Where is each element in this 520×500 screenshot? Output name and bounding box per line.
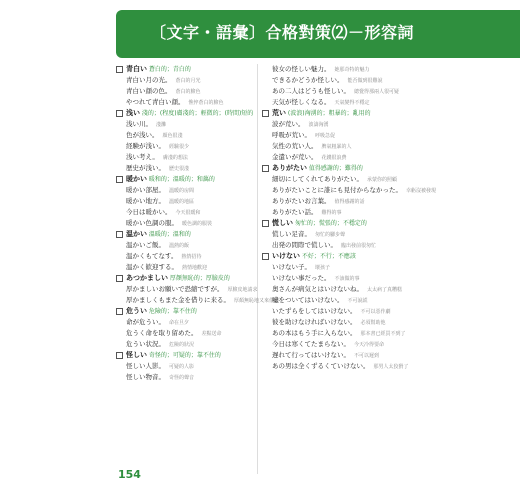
example-translation: 呼吸急促 — [315, 133, 336, 139]
study-checkbox[interactable] — [116, 66, 123, 73]
headword: 怪しい — [126, 351, 147, 359]
example-line — [262, 350, 442, 361]
example-sentence: あの二人はどうも怪しい。 — [272, 87, 350, 95]
example-line — [262, 339, 442, 350]
example-translation: 承蒙你的照顧 — [367, 177, 398, 183]
example-translation: 能否做到很難說 — [347, 78, 383, 84]
entry-headword — [262, 251, 442, 262]
example-translation: 波濤洶湧 — [308, 122, 329, 128]
headword-meaning: 危險的；靠不住的 — [148, 308, 197, 315]
example-translation: 不可以惡作劇 — [360, 309, 391, 315]
example-translation: 必須幫助他 — [360, 320, 386, 326]
example-translation: 歷史很淺 — [169, 166, 190, 172]
headword-meaning: 厚顏無恥的；厚臉皮的 — [169, 275, 230, 282]
entry-headword — [262, 218, 442, 229]
example-sentence: 細切にしてくれてありがたい。 — [272, 175, 363, 183]
example-line — [262, 64, 442, 75]
example-translation: 經驗很少 — [169, 144, 190, 150]
example-translation: 脾氣粗暴的人 — [321, 144, 352, 150]
study-checkbox[interactable] — [262, 220, 269, 227]
example-sentence: ありがたい話。 — [272, 208, 318, 216]
example-sentence: ありがたいお言葉。 — [272, 197, 331, 205]
study-checkbox[interactable] — [116, 231, 123, 238]
example-sentence: 呼吸が荒い。 — [272, 131, 311, 139]
headword: ありがたい — [272, 164, 307, 172]
example-sentence: 怪しい物音。 — [126, 373, 165, 381]
headword: 危うい — [126, 307, 147, 315]
example-translation: 臨出發前很匆忙 — [341, 243, 377, 249]
example-sentence: やつれて青白い顔。 — [126, 98, 185, 106]
example-sentence: 出発の間際で慌しい。 — [272, 241, 337, 249]
example-line — [262, 174, 442, 185]
example-line — [262, 185, 442, 196]
example-sentence: 青白い月の光。 — [126, 76, 172, 84]
example-line — [262, 361, 442, 372]
example-sentence: 浅い考え。 — [126, 153, 159, 161]
example-translation: 天氣變得不穩定 — [334, 100, 370, 106]
example-sentence: いたずらをしてはいけない。 — [272, 307, 357, 315]
example-line — [262, 207, 442, 218]
example-line — [262, 262, 442, 273]
example-sentence: いけない事だった。 — [272, 274, 331, 282]
example-line — [262, 317, 442, 328]
headword: 青白い — [126, 65, 147, 73]
example-sentence: 温かくもてなす。 — [126, 252, 178, 260]
study-checkbox[interactable] — [116, 352, 123, 359]
example-sentence: 命が危うい。 — [126, 318, 165, 326]
example-sentence: あの男は全くずるくていけない。 — [272, 362, 370, 370]
example-translation: 不可以遲到 — [354, 353, 380, 359]
example-translation: 淺灘 — [156, 122, 167, 128]
entry-headword — [262, 163, 442, 174]
headword-meaning: (波浪)洶湧的；粗暴的；亂用的 — [287, 110, 371, 117]
example-sentence: 暖かい色調の服。 — [126, 219, 178, 227]
example-sentence: いけない子。 — [272, 263, 311, 271]
example-translation: 蒼白的月光 — [175, 78, 201, 84]
example-translation: 可疑的人影 — [169, 364, 195, 370]
example-sentence: 温かく歓迎する。 — [126, 263, 178, 271]
headword: あつかましい — [126, 274, 168, 282]
headword: いけない — [272, 252, 300, 260]
example-sentence: 浅い川。 — [126, 120, 152, 128]
example-sentence: 危うく命を取り留めた。 — [126, 329, 198, 337]
chapter-title: 〔文字・語彙〕合格對策⑵－形容詞 — [150, 23, 415, 42]
example-translation: 不可說謊 — [347, 298, 368, 304]
example-line — [262, 75, 442, 86]
example-translation: 總覺得那兩人很可疑 — [354, 89, 400, 95]
example-line — [262, 119, 442, 130]
study-checkbox[interactable] — [262, 253, 269, 260]
example-line — [262, 196, 442, 207]
example-sentence: 暖かい部屋。 — [126, 186, 165, 194]
example-translation: 溫暖的地區 — [169, 199, 195, 205]
example-line — [116, 372, 296, 383]
example-sentence: 今日は暖かい。 — [126, 208, 172, 216]
example-sentence: 気性の荒い人。 — [272, 142, 318, 150]
study-checkbox[interactable] — [116, 176, 123, 183]
example-sentence: 嘘をついてはいけない。 — [272, 296, 344, 304]
example-translation: 憔悴蒼白的臉色 — [188, 100, 224, 106]
example-line — [262, 152, 442, 163]
study-checkbox[interactable] — [116, 110, 123, 117]
example-sentence: 今日は寒くてたまらない。 — [272, 340, 350, 348]
headword-meaning: 暖和的；溫暖的；和藹的 — [148, 176, 215, 183]
example-sentence: 経験が浅い。 — [126, 142, 165, 150]
headword: 温かい — [126, 230, 147, 238]
example-sentence: 歴史が浅い。 — [126, 164, 165, 172]
right-column — [262, 64, 442, 372]
example-translation: 今天很暖和 — [175, 210, 201, 216]
example-sentence: 慌しい足音。 — [272, 230, 311, 238]
headword: 暖かい — [126, 175, 147, 183]
example-translation: 溫熱的飯 — [169, 243, 190, 249]
study-checkbox[interactable] — [262, 110, 269, 117]
example-translation: 差點送命 — [201, 331, 222, 337]
example-line — [262, 306, 442, 317]
headword-meaning: 匆忙的；慌張的；不穩定的 — [294, 220, 367, 227]
example-translation: 危險的狀況 — [169, 342, 195, 348]
example-translation: 暖色調的服裝 — [182, 221, 213, 227]
example-translation: 值得感謝的話 — [334, 199, 365, 205]
example-line — [262, 295, 442, 306]
example-line — [262, 130, 442, 141]
page-number: 154 — [118, 468, 141, 481]
example-line — [262, 328, 442, 339]
example-sentence: 遅れて行ってはいけない。 — [272, 351, 350, 359]
example-line — [262, 97, 442, 108]
headword-meaning: 奇怪的；可疑的；靠不住的 — [148, 352, 221, 359]
example-translation: 膚淺的想法 — [162, 155, 188, 161]
example-sentence: 怪しい人影。 — [126, 362, 165, 370]
example-sentence: できるかどうか怪しい。 — [272, 76, 344, 84]
headword-meaning: 值得感謝的；難得的 — [308, 165, 363, 172]
study-checkbox[interactable] — [262, 165, 269, 172]
example-sentence: 波が荒い。 — [272, 120, 305, 128]
headword-meaning: 淺的；(程度)膚淺的；輕微的；(時間)短的 — [141, 110, 254, 117]
example-translation: 那男人太狡猾了 — [373, 364, 409, 370]
example-translation: 命在旦夕 — [169, 320, 190, 326]
study-checkbox[interactable] — [116, 308, 123, 315]
example-translation: 不該做的事 — [334, 276, 360, 282]
example-sentence: 彼を助けなければいけない。 — [272, 318, 357, 326]
example-sentence: 天気が怪しくなる。 — [272, 98, 331, 106]
headword-meaning: 溫暖的；溫和的 — [148, 231, 191, 238]
example-translation: 那本書已經買不到了 — [360, 331, 406, 337]
example-sentence: 金遣いが荒い。 — [272, 153, 318, 161]
example-sentence: 厚かましくもまた金を借りに来る。 — [126, 296, 230, 304]
example-translation: 太太病了真糟糕 — [367, 287, 403, 293]
example-sentence: 暖かい地方。 — [126, 197, 165, 205]
example-translation: 幸虧沒被發現 — [406, 188, 437, 194]
example-line — [262, 273, 442, 284]
example-translation: 厚臉皮地請求 — [227, 287, 258, 293]
example-translation: 花錢很浪費 — [321, 155, 347, 161]
headword: 浅い — [126, 109, 140, 117]
headword-meaning: 不好；不行；不應該 — [301, 253, 356, 260]
example-line — [262, 229, 442, 240]
example-translation: 今天冷得要命 — [354, 342, 385, 348]
example-sentence: 色が浅い。 — [126, 131, 159, 139]
headword-meaning: 蒼白的；青白的 — [148, 66, 191, 73]
example-translation: 蒼白的臉色 — [175, 89, 201, 95]
example-sentence: 彼女の怪しい魅力。 — [272, 65, 331, 73]
example-translation: 她那奇特的魅力 — [334, 67, 370, 73]
example-line — [262, 284, 442, 295]
example-sentence: ありがたいことに誰にも見付からなかった。 — [272, 186, 402, 194]
example-sentence: 厚かましいお願いで恐縮ですが。 — [126, 285, 224, 293]
study-checkbox[interactable] — [116, 275, 123, 282]
example-sentence: あの本はもう手に入らない。 — [272, 329, 357, 337]
headword: 荒い — [272, 109, 286, 117]
example-translation: 奇怪的聲音 — [169, 375, 195, 381]
example-sentence: 青白い顔の色。 — [126, 87, 172, 95]
example-line — [262, 240, 442, 251]
example-line — [262, 86, 442, 97]
example-translation: 熱情招待 — [181, 254, 202, 260]
example-translation: 難得的事 — [321, 210, 342, 216]
example-translation: 厚顏無恥地又來借錢 — [234, 298, 280, 304]
headword: 慌しい — [272, 219, 293, 227]
example-translation: 匆忙的腳步聲 — [315, 232, 346, 238]
entry-headword — [262, 108, 442, 119]
example-translation: 溫暖的房間 — [169, 188, 195, 194]
example-translation: 顏色很淺 — [162, 133, 183, 139]
example-line — [262, 141, 442, 152]
example-sentence: 温かいご飯。 — [126, 241, 165, 249]
example-sentence: 危うい状況。 — [126, 340, 165, 348]
example-sentence: 奥さんが病気とはいけないね。 — [272, 285, 363, 293]
example-translation: 壞孩子 — [315, 265, 331, 271]
example-translation: 熱情地歡迎 — [182, 265, 208, 271]
